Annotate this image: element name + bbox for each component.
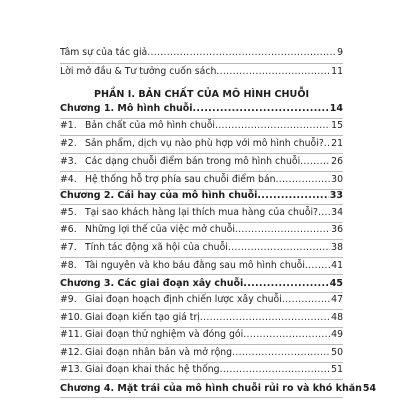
section-page: 30 xyxy=(331,174,343,185)
chapter-heading xyxy=(60,102,343,116)
leader-dots xyxy=(257,189,328,203)
section-page: 41 xyxy=(331,260,343,271)
section-entry xyxy=(60,311,343,325)
section-entry xyxy=(60,173,343,187)
leader-dots xyxy=(215,119,330,133)
chapter-page: 45 xyxy=(329,278,343,289)
leader-dots xyxy=(300,155,330,169)
section-title: Tính tác động xã hội của chuỗi xyxy=(85,242,228,253)
section-number: #7. xyxy=(60,242,77,253)
chapter-heading xyxy=(60,382,377,396)
section-number: #10. xyxy=(60,312,83,323)
section-page: 38 xyxy=(331,242,343,253)
toc-entry-page: 11 xyxy=(331,66,343,77)
section-number: #1. xyxy=(60,120,77,131)
leader-dots xyxy=(235,223,330,237)
section-title: Tại sao khách hàng lại thích mua hàng của chuỗi? xyxy=(85,207,318,218)
section-title: Sản phẩm, dịch vụ nào phù hợp với mô hình chuỗi? xyxy=(85,138,324,149)
divider xyxy=(60,63,343,64)
divider xyxy=(60,204,343,205)
leader-dots xyxy=(243,277,328,291)
leader-dots xyxy=(193,102,329,116)
section-page: 21 xyxy=(331,138,343,149)
section-number: #4. xyxy=(60,174,77,185)
section-title: Hệ thống hỗ trợ phía sau chuỗi điểm bán xyxy=(85,174,276,185)
divider xyxy=(60,274,343,275)
toc-entry-page: 9 xyxy=(337,47,343,58)
section-number: #5. xyxy=(60,207,77,218)
leader-dots xyxy=(276,173,331,187)
section-number: #2. xyxy=(60,138,77,149)
leader-dots xyxy=(318,206,330,220)
chapter-title: Chương 3. Các giai đoạn xây chuỗi xyxy=(60,278,244,289)
section-entry xyxy=(60,346,343,360)
part-title: PHẦN I. BẢN CHẤT CỦA MÔ HÌNH CHUỖI xyxy=(93,89,310,100)
section-title: Những lợi thế của việc mở chuỗi xyxy=(85,224,235,235)
chapter-page: 54 xyxy=(362,383,377,394)
divider xyxy=(60,397,343,398)
section-title: Bản chất của mô hình chuỗi xyxy=(85,120,215,131)
section-page: 49 xyxy=(331,329,343,340)
section-entry xyxy=(60,259,343,273)
divider xyxy=(60,257,343,258)
divider xyxy=(60,239,343,240)
chapter-heading xyxy=(60,277,343,291)
chapter-heading xyxy=(60,189,343,203)
leader-dots xyxy=(282,293,330,307)
leader-dots xyxy=(200,311,330,325)
leader-dots xyxy=(216,65,330,79)
leader-dots xyxy=(220,363,331,377)
leader-dots xyxy=(147,46,336,60)
section-entry xyxy=(60,328,343,342)
section-title: Tài nguyên và kho báu đằng sau mô hình chuỗi xyxy=(85,260,305,271)
toc-entry xyxy=(60,46,343,60)
section-number: #9. xyxy=(60,294,77,305)
section-page: 47 xyxy=(331,294,343,305)
toc-entry-title: Lời mở đầu & Tư tưởng cuốn sách xyxy=(60,66,217,77)
section-number: #11. xyxy=(60,329,83,340)
section-entry xyxy=(60,137,343,151)
divider xyxy=(60,379,343,380)
section-entry xyxy=(60,119,343,133)
section-title: Giai đoạn thử nghiệm và đóng gói xyxy=(85,329,244,340)
section-number: #3. xyxy=(60,156,77,167)
section-number: #6. xyxy=(60,224,77,235)
chapter-page: 14 xyxy=(329,103,343,114)
section-page: 36 xyxy=(331,224,343,235)
divider xyxy=(60,309,343,310)
section-entry xyxy=(60,293,343,307)
section-entry xyxy=(60,223,343,237)
section-page: 15 xyxy=(331,120,343,131)
section-page: 50 xyxy=(331,347,343,358)
divider xyxy=(60,171,343,172)
section-entry xyxy=(60,363,343,377)
section-page: 34 xyxy=(331,207,343,218)
section-page: 26 xyxy=(331,156,343,167)
section-number: #12. xyxy=(60,347,83,358)
section-entry xyxy=(60,206,343,220)
section-number: #8. xyxy=(60,260,77,271)
section-number: #13. xyxy=(60,364,83,375)
leader-dots xyxy=(228,241,330,255)
divider xyxy=(60,344,343,345)
chapter-page: 33 xyxy=(329,190,343,201)
chapter-title: Chương 4. Mặt trái của mô hình chuỗi rủi ro và khó khăn xyxy=(60,383,362,394)
section-page: 51 xyxy=(331,364,343,375)
section-title: Giai đoạn nhân bản và mở rộng xyxy=(85,347,233,358)
leader-dots xyxy=(305,259,330,273)
leader-dots xyxy=(232,346,330,360)
divider xyxy=(60,153,343,154)
divider xyxy=(60,135,343,136)
section-entry xyxy=(60,241,343,255)
section-page: 48 xyxy=(331,312,343,323)
toc-entry xyxy=(60,65,343,79)
chapter-title: Chương 1. Mô hình chuỗi xyxy=(60,103,193,114)
section-title: Giai đoạn hoạch định chiến lược xây chuỗi xyxy=(85,294,282,305)
chapter-title: Chương 2. Cái hay của mô hình chuỗi xyxy=(60,190,258,201)
section-title: Giai đoạn khai thác hệ thống xyxy=(85,364,220,375)
section-entry xyxy=(60,155,343,169)
section-title: Các dạng chuỗi điểm bán trong mô hình chuỗi xyxy=(85,156,301,167)
leader-dots xyxy=(243,328,330,342)
toc-entry-title: Tâm sự của tác giả xyxy=(60,47,148,58)
section-title: Giai đoạn kiến tạo giá trị xyxy=(85,312,200,323)
